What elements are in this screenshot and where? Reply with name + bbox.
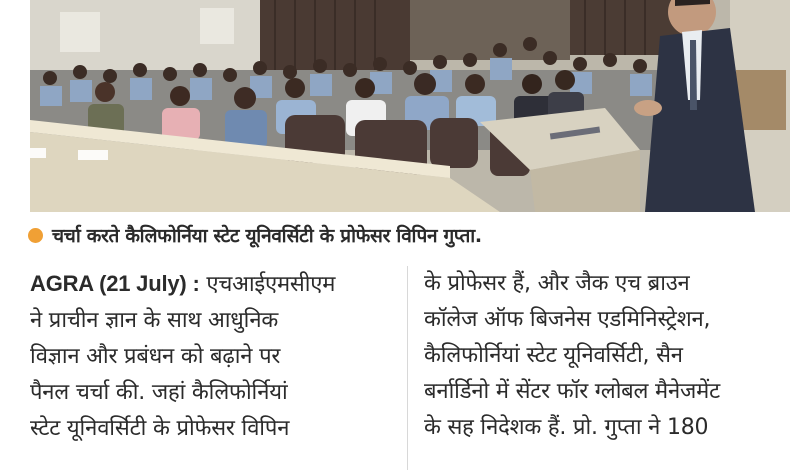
article-column-left xyxy=(30,266,400,447)
article-line-text: एचआईएमसीएम xyxy=(206,272,336,297)
article-line: कॉलेज ऑफ बिजनेस एडमिनिस्ट्रेशन, xyxy=(424,307,711,332)
article-line: कैलिफोर्नियां स्टेट यूनिवर्सिटी, सैन xyxy=(424,343,683,368)
dateline: AGRA (21 July) : xyxy=(30,271,200,296)
article-line: बर्नार्डिनो में सेंटर फॉर ग्लोबल मैनेजमेंट xyxy=(424,379,720,404)
photo-caption xyxy=(28,220,668,250)
article-line xyxy=(30,266,400,303)
seminar-hall-photo xyxy=(30,0,790,212)
news-photo xyxy=(30,0,790,212)
article-line: के प्रोफेसर हैं, और जैक एच ब्राउन xyxy=(424,271,690,296)
article-column-right xyxy=(424,266,794,446)
article-line: स्टेट यूनिवर्सिटी के प्रोफेसर विपिन xyxy=(30,416,290,441)
article-line: के सह निदेशक हैं. प्रो. गुप्ता ने 180 xyxy=(424,415,709,440)
caption-bullet-icon xyxy=(28,228,43,243)
article-line: विज्ञान और प्रबंधन को बढ़ाने पर xyxy=(30,344,281,369)
article-line: पैनल चर्चा की. जहां कैलिफोर्नियां xyxy=(30,380,288,405)
caption-text: चर्चा करते कैलिफोर्निया स्टेट यूनिवर्सिटी के प्रोफेसर विपिन गुप्ता. xyxy=(52,225,482,247)
article-line: ने प्राचीन ज्ञान के साथ आधुनिक xyxy=(30,308,279,333)
column-divider xyxy=(407,266,408,470)
